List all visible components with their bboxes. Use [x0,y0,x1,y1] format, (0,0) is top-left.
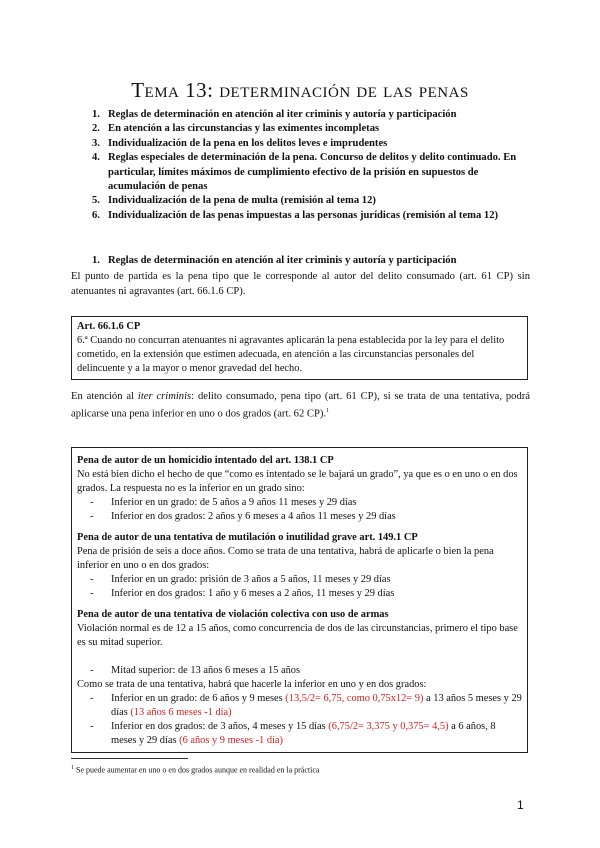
example-text: No está bien dicho el hecho de que “como es intentado se le bajará un grado”, ya que es o en uno o en dos grados. La respuesta no es la inferior en un grado sino: [77,469,518,494]
article-box [71,316,528,380]
toc-item: 4. Reglas especiales de determinación de la pena. Concurso de delitos y delito continuado. En particular, límites máximos de cumplimiento efectivo de la prisión en supuestos de acumulación de penas [92,152,517,193]
toc-item: 6. Individualización de las penas impuestas a las personas jurídicas (remisión al tema 12) [92,209,499,221]
page-number: 1 [517,798,524,812]
footnote-ref: 1 [326,408,330,414]
example-homicidio [77,454,522,524]
example-text: Pena de prisión de seis a doce años. Como se trata de una tentativa, habrá de aplicarle o bien la pena inferior en uno o en dos grados: [77,546,494,571]
article-text: 6.ª Cuando no concurran atenuantes ni agravantes aplicarán la pena establecida por la ley para el delito cometido, en la extensión que estimen adecuada, en atención a las circunstancias personales del delincuente y a la mayor o menor gravedad del hecho. [77,335,505,374]
toc-item: 5. Individualización de la pena de multa (remisión al tema 12) [92,195,376,207]
toc-item: 3. Individualización de la pena en los delitos leves e imprudentes [92,137,388,149]
example-text: Como se trata de una tentativa, habrá que hacerle la inferior en uno y en dos grados: [77,679,427,690]
example-title: Pena de autor de un homicidio intentado del art. 138.1 CP [77,455,334,466]
list-item: - Inferior en un grado: de 6 años y 9 meses (13,5/2= 6,75, como 0,75x12= 9) a 13 años 5 meses y 29 días (13 años 6 meses -1 día) [77,692,522,720]
toc-item: 2. En atención a las circunstancias y las eximentes incompletas [92,123,380,135]
example-text: Violación normal es de 12 a 15 años, como concurrencia de dos de las circunstancias, primero el tipo base es su mitad superior. [77,623,518,648]
example-violacion [77,608,522,748]
examples-box [71,447,528,753]
list-item: - Inferior en un grado: de 5 años a 9 años 11 meses y 29 días [77,496,522,510]
section-heading: 1. Reglas de determinación en atención al iter criminis y autoría y participación [92,255,457,266]
list-item: - Inferior en dos grados: 1 año y 6 meses a 2 años, 11 meses y 29 días [77,587,522,601]
list-item: - Inferior en dos grados: de 3 años, 4 meses y 15 días (6,75/2= 3,375 y 0,375= 4,5) a 6 años, 8 meses y 29 días (6 años y 9 meses -1 día) [77,720,522,748]
example-title: Pena de autor de una tentativa de mutilación o inutilidad grave art. 149.1 CP [77,532,418,543]
intro-paragraph: El punto de partida es la pena tipo que le corresponde al autor del delito consumado (art. 61 CP) sin atenuantes ni agravantes (art. 66.1.6 CP). [71,271,530,297]
example-title: Pena de autor de una tentativa de violación colectiva con uso de armas [77,609,389,620]
table-of-contents [92,108,532,223]
article-title: Art. 66.1.6 CP [77,321,141,332]
footnote-separator [71,758,188,759]
iter-criminis-paragraph: En atención al iter criminis: delito consumado, pena tipo (art. 61 CP), si se trata de una tentativa, podrá aplicarse una pena inferior en uno o dos grados (art. 62 CP).$^1$ [71,391,530,420]
list-item: - Inferior en dos grados: 2 años y 6 meses a 4 años 11 meses y 29 días [77,510,522,524]
page-title: Tema 13: determinación de las penas [131,78,469,102]
list-item: - Mitad superior: de 13 años 6 meses a 15 años [77,664,522,678]
example-mutilacion [77,531,522,601]
footnote: $^1$ Se puede aumentar en uno o en dos grados aunque en realidad en la práctica [71,765,320,775]
toc-item: 1. Reglas de determinación en atención al iter criminis y autoría y participación [92,109,457,120]
list-item: - Inferior en un grado: prisión de 3 años a 5 años, 11 meses y 29 días [77,573,522,587]
